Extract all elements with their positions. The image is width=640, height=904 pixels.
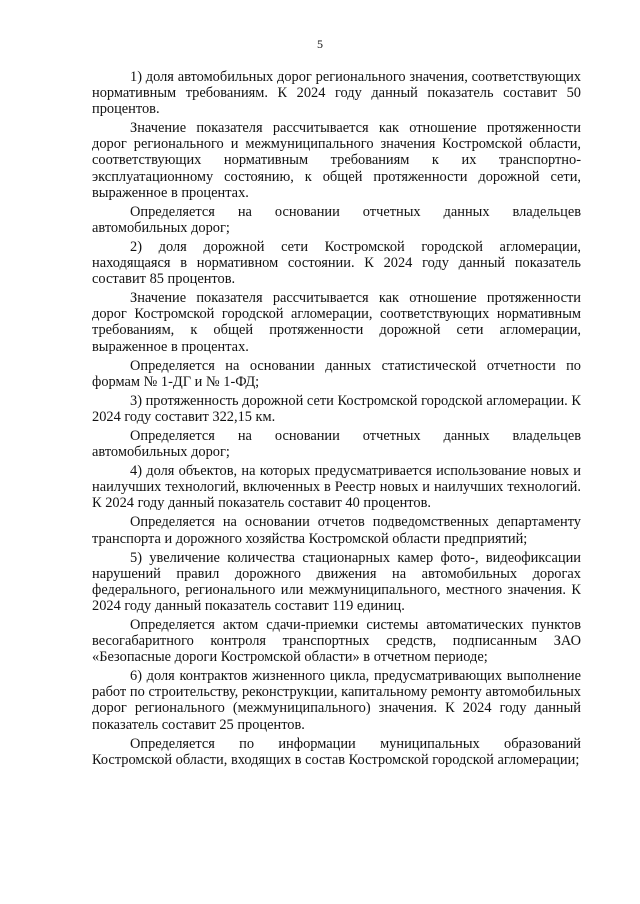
paragraph-indicator-3: 3) протяженность дорожной сети Костромской городской агломерации. К 2024 году составит 322,15 км. xyxy=(92,392,581,425)
paragraph-indicator-1-calculation: Значение показателя рассчитывается как отношение протяженности дорог регионального и межмуниципального значения Костромской области, соответствующих нормативным требованиям к их транспортно-эксплуатационному состоянию, к общей протяженности дорожной сети, выраженное в процентах. xyxy=(92,120,581,201)
paragraph-indicator-3-source: Определяется на основании отчетных данных владельцев автомобильных дорог; xyxy=(92,427,581,461)
paragraph-indicator-4: 4) доля объектов, на которых предусматривается использование новых и наилучших технологий, включенных в Реестр новых и наилучших технологий. К 2024 году данный показатель составит 40 процентов. xyxy=(92,463,581,512)
paragraph-indicator-2: 2) доля дорожной сети Костромской городской агломерации, находящаяся в нормативном состоянии. К 2024 году данный показатель составит 85 процентов. xyxy=(92,238,581,288)
paragraph-indicator-6: 6) доля контрактов жизненного цикла, предусматривающих выполнение работ по строительству, реконструкции, капитальному ремонту автомобильных дорог регионального (межмуниципального) значения. К 2024 году данный показатель составит 25 процентов. xyxy=(92,668,581,733)
paragraph-indicator-5-source: Определяется актом сдачи-приемки системы автоматических пунктов весогабаритного контроля транспортных средств, подписанным ЗАО «Безопасные дороги Костромской области» в отчетном периоде; xyxy=(92,617,581,666)
paragraph-indicator-1-source: Определяется на основании отчетных данных владельцев автомобильных дорог; xyxy=(92,203,581,236)
paragraph-indicator-6-source: Определяется по информации муниципальных образований Костромской области, входящих в состав Костромской городской агломерации; xyxy=(92,735,581,768)
paragraph-indicator-2-source: Определяется на основании данных статистической отчетности по формам № 1-ДГ и № 1-ФД; xyxy=(92,357,581,390)
paragraph-indicator-4-source: Определяется на основании отчетов подведомственных департаменту транспорта и дорожного хозяйства Костромской области предприятий; xyxy=(92,514,581,547)
document-body xyxy=(92,69,581,771)
paragraph-indicator-5: 5) увеличение количества стационарных камер фото-, видеофиксации нарушений правил дорожного движения на автомобильных дорогах федерального, регионального или межмуниципального, местного значения. К 2024 году данный показатель составит 119 единиц. xyxy=(92,549,581,614)
paragraph-indicator-1: 1) доля автомобильных дорог регионального значения, соответствующих нормативным требованиям. К 2024 году данный показатель составит 50 процентов. xyxy=(92,69,581,118)
paragraph-indicator-2-calculation: Значение показателя рассчитывается как отношение протяженности дорог Костромской городской агломерации, соответствующих нормативным требованиям, к общей протяженности дорожной сети агломерации, выраженное в процентах. xyxy=(92,290,581,355)
page-number: 5 xyxy=(317,37,323,51)
